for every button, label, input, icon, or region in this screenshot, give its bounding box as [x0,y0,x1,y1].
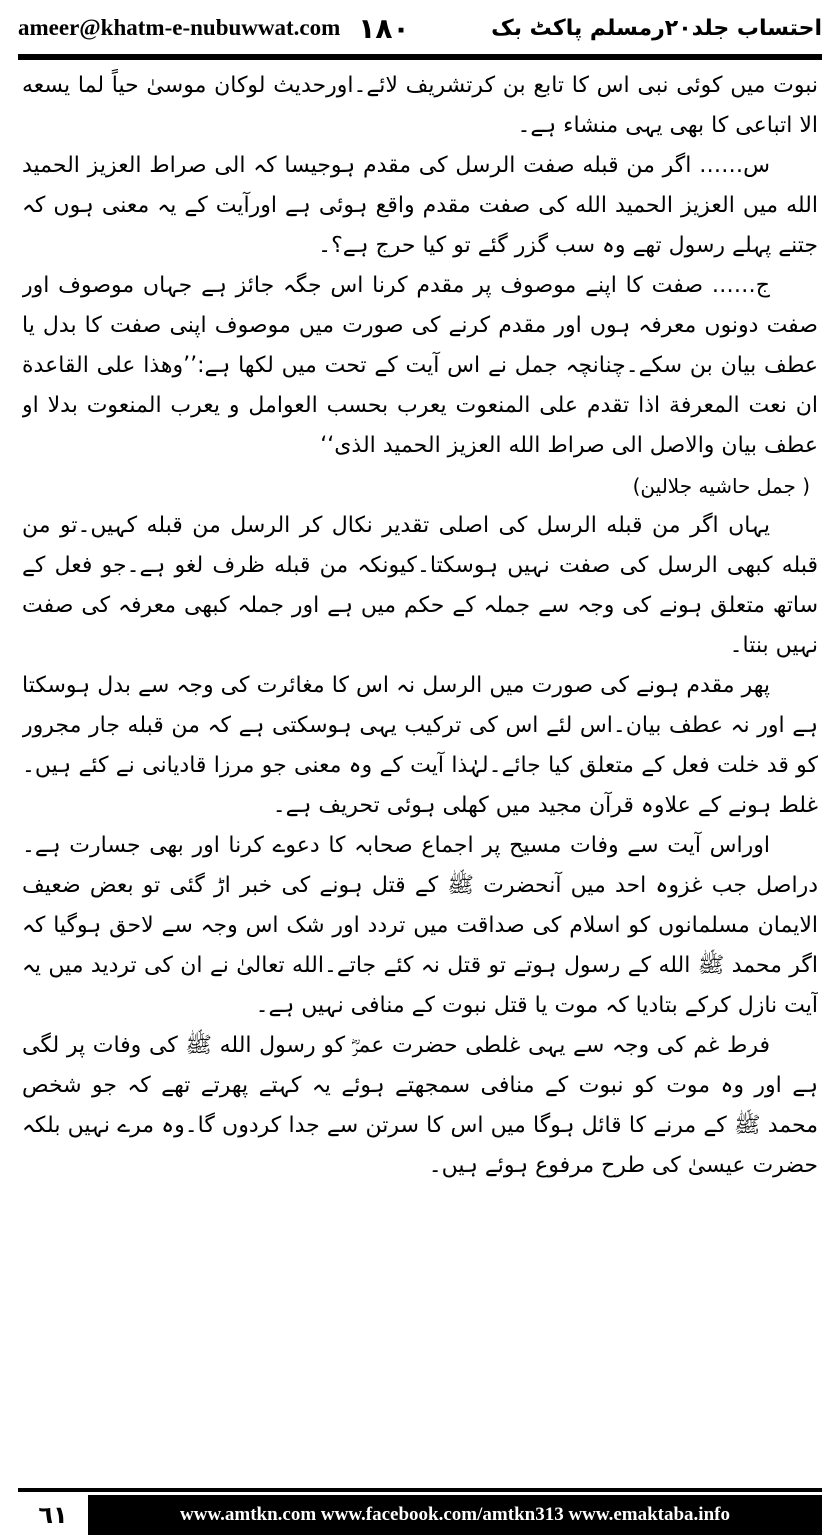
footer-links[interactable]: www.amtkn.com www.facebook.com/amtkn313 www.emaktaba.info [88,1495,822,1535]
paragraph-question: س…… اگر من قبله صفت الرسل کی مقدم ہوجیسا کہ الی صراط العزیز الحمید الله میں العزیز الحمید الله کی صفت مقدم واقع ہوئی ہے اورآیت کے یہ معنی ہوں کہ جتنے پہلے رسول تھے وہ سب گزر گئے تو کیا حرج ہے؟۔ [22,153,818,258]
header-left [18,12,410,45]
header-email: ameer@khatm-e-nubuwwat.com [18,15,341,40]
header-book-title: احتساب جلد۲۰رمسلم پاکٹ بک [491,15,822,41]
paragraph-continuation: نبوت میں کوئی نبی اس کا تابع بن کرتشریف لائے۔اورحدیث لوکان موسیٰ حیاً لما یسعه الا اتباعی کا بھی یہی منشاء ہے۔ [22,73,818,138]
header-rule [18,54,822,60]
page-body [22,66,818,1470]
page-footer [18,1488,822,1538]
paragraph-history: اوراس آیت سے وفات مسیح پر اجماع صحابہ کا دعوے کرنا اور بھی جسارت ہے۔دراصل جب غزوہ احد میں آنحضرت ﷺ کے قتل ہونے کی خبر اڑ گئی تو بعض ضعیف الایمان مسلمانوں کو اسلام کی صداقت میں تردد اور شک اس وجہ سے لاحق ہوگیا کہ اگر محمد ﷺ الله کے رسول ہوتے تو قتل نہ کئے جاتے۔الله تعالیٰ نے ان کی تردید میں یہ آیت نازل کرکے بتادیا کہ موت یا قتل نبوت کے منافی نہیں ہے۔ [22,833,818,1018]
paragraph-conclusion: پھر مقدم ہونے کی صورت میں الرسل نہ اس کا مغائرت کی وجہ سے بدل ہوسکتا ہے اور نہ عطف بیان۔اس لئے اس کی ترکیب یہی ہوسکتی ہے کہ من قبله جار مجرور کو قد خلت فعل کے متعلق کیا جائے۔لہٰذا آیت کے وہ معنی جو مرزا قادیانی نے کئے ہیں۔غلط ہونے کے علاوہ قرآن مجید میں کھلی ہوئی تحریف ہے۔ [22,673,818,818]
citation-reference: ( جمل حاشیه جلالین) [632,474,810,498]
footer-folio: ٦١ [38,1501,68,1529]
page-header [18,6,822,50]
paragraph-explanation: یہاں اگر من قبله الرسل کی اصلی تقدیر نکال کر الرسل من قبله کہیں۔تو من قبله کبھی الرسل کی صفت نہیں ہوسکتا۔کیونکہ من قبله ظرف لغو ہے۔جو فعل کے ساتھ متعلق ہونے کی وجہ سے جملہ کے حکم میں ہے اور جملہ کبھی معرفہ کی صفت نہیں بنتا۔ [22,513,818,658]
paragraph-umar: فرط غم کی وجہ سے یہی غلطی حضرت عمرؓ کو رسول الله ﷺ کی وفات پر لگی ہے اور وہ موت کو نبوت کے منافی سمجھتے ہوئے یہ کہتے پھرتے تھے کہ جو شخص محمد ﷺ کے مرنے کا قائل ہوگا میں اس کا سرتن سے جدا کردوں گا۔وہ مرے نہیں بلکہ حضرت عیسیٰ کی طرح مرفوع ہوئے ہیں۔ [22,1033,818,1178]
paragraph-answer: ج…… صفت کا اپنے موصوف پر مقدم کرنا اس جگہ جائز ہے جہاں موصوف اور صفت دونوں معرفہ ہوں اور مقدم کرنے کی صورت میں موصوف اپنی صفت کا بدل یا عطف بیان بن سکے۔چنانچہ جمل نے اس آیت کے تحت میں لکھا ہے:’’وهذا علی القاعدة ان نعت المعرفة اذا تقدم علی المنعوت یعرب بحسب العوامل و یعرب المنعوت بدلا او عطف بیان والاصل الی صراط الله العزیز الحمید الذی‘‘ [22,273,818,458]
header-page-number: ١٨٠ [358,11,410,45]
